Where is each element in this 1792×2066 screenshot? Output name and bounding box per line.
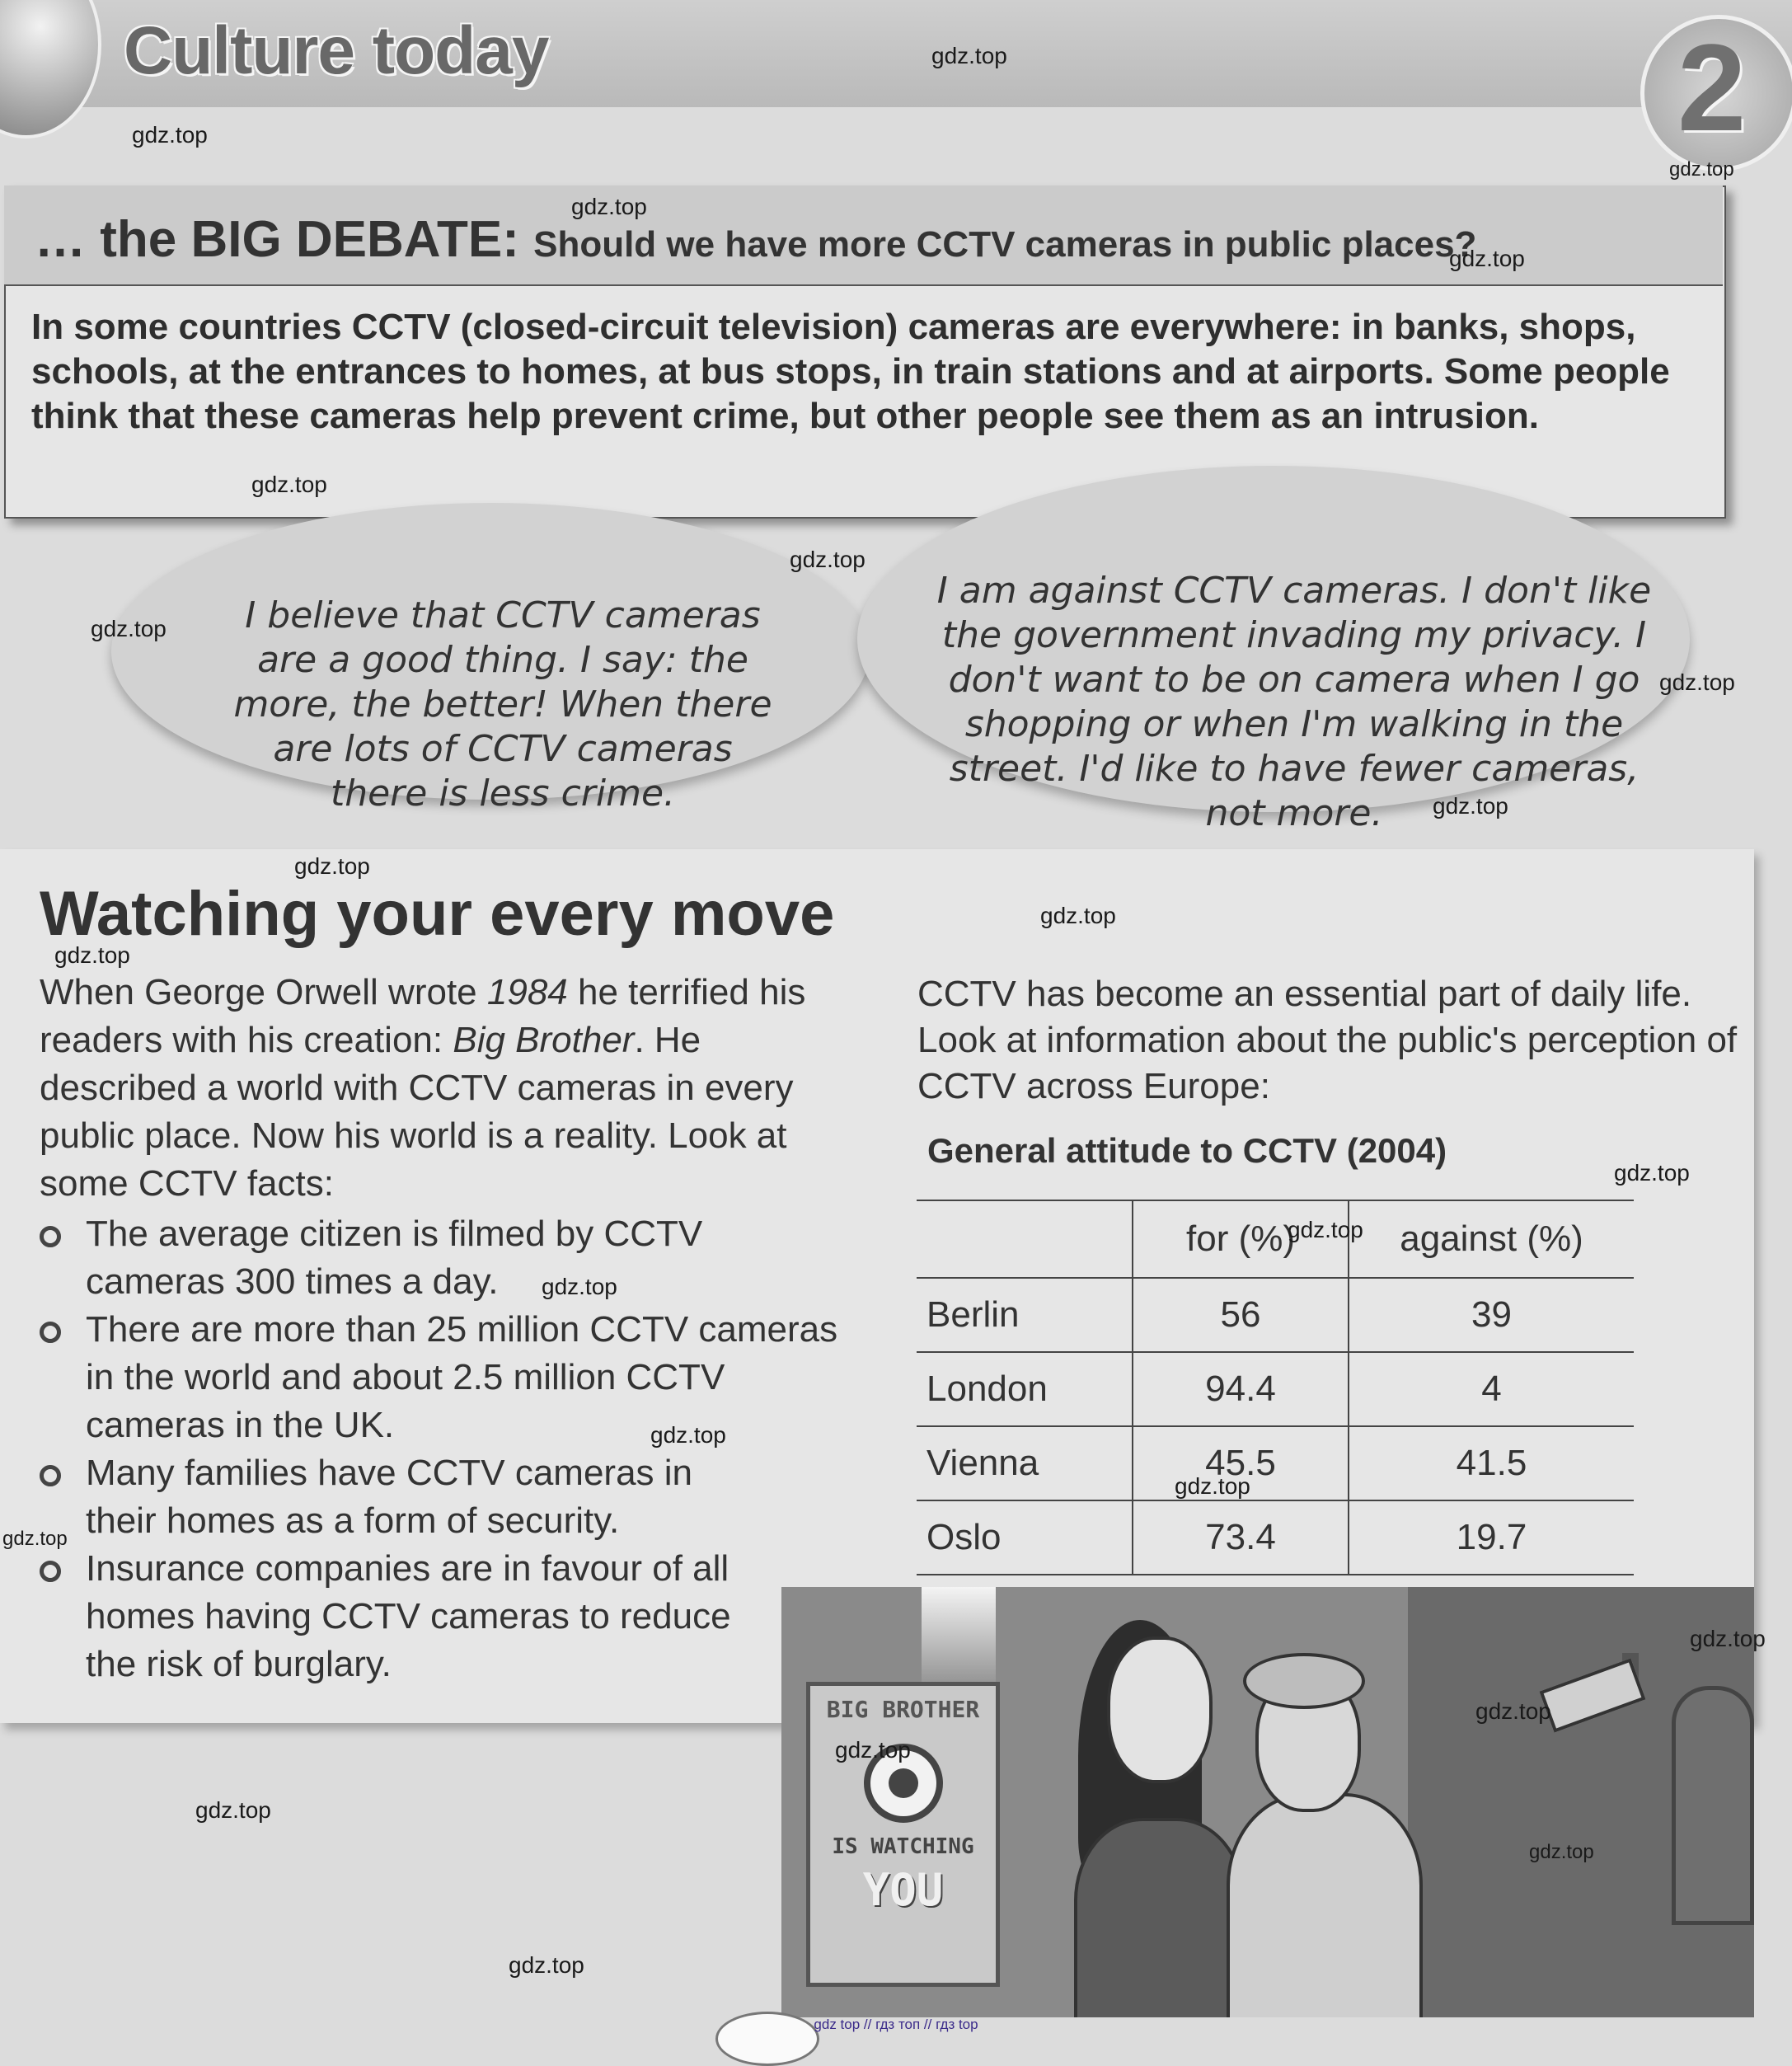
- watermark: gdz.top: [931, 43, 1007, 68]
- debate-intro: In some countries CCTV (closed-circuit television) cameras are everywhere: in banks, shops, schools, at the entrances to homes, at bus stops, in train stations and at airports. Some people think that these cameras help prevent crime, but other people see them as an intrusion.: [31, 307, 1670, 436]
- watermark: gdz.top: [294, 853, 370, 879]
- table-header-city: [917, 1200, 1133, 1278]
- watermark: gdz.top: [509, 1952, 584, 1978]
- article-title: Watching your every move: [40, 879, 835, 949]
- cell-for: 73.4: [1133, 1500, 1349, 1575]
- watermark: gdz.top: [1690, 1626, 1766, 1651]
- boy-hair: [1243, 1653, 1365, 1709]
- boy-figure: [1227, 1793, 1423, 2017]
- watermark: gdz.top: [1669, 158, 1734, 181]
- table-row: [917, 1278, 1634, 1352]
- quote-against: I am against CCTV cameras. I don't like the government invading my privacy. I don't want to be on camera when I go shopping or when I'm walking in the street. I'd like to have fewer cameras, not more.: [936, 570, 1652, 834]
- fact-text: The average citizen is filmed by CCTV cameras 300 times a day.: [86, 1214, 703, 1302]
- article-intro: [40, 969, 864, 1208]
- girl-face: [1107, 1636, 1213, 1783]
- intro-character: Big Brother: [453, 1020, 635, 1060]
- poster-top-text: BIG BROTHER: [826, 1696, 980, 1723]
- quote-for: I believe that CCTV cameras are a good thing. I say: the more, the better! When there are lots of CCTV cameras there is less crime.: [233, 594, 772, 815]
- watermark: gdz.top: [1040, 903, 1116, 928]
- watermark: gdz.top: [835, 1737, 911, 1763]
- table-row: [917, 1426, 1634, 1500]
- list-item: [40, 1449, 745, 1545]
- fact-text: Insurance companies are in favour of all homes having CCTV cameras to reduce the risk of burglary.: [86, 1548, 731, 1684]
- watermark: gdz.top: [1529, 1841, 1594, 1863]
- poster-bottom-text: YOU: [862, 1864, 944, 1916]
- list-item: [40, 1210, 795, 1306]
- list-item: [40, 1306, 861, 1449]
- watermark: gdz.top: [1175, 1473, 1250, 1499]
- illustration: [781, 1587, 1754, 2017]
- cell-against: 41.5: [1349, 1426, 1634, 1500]
- big-brother-poster: [806, 1682, 1000, 1987]
- watermark: gdz.top: [650, 1422, 726, 1448]
- cell-against: 19.7: [1349, 1500, 1634, 1575]
- cell-for: 56: [1133, 1278, 1349, 1352]
- girl-figure: [1074, 1818, 1245, 2017]
- arched-window: [1672, 1686, 1754, 1925]
- fact-text: There are more than 25 million CCTV cameras in the world and about 2.5 million CCTV cameras in the UK.: [86, 1309, 838, 1445]
- cell-city: Oslo: [917, 1500, 1133, 1575]
- watermark: gdz.top: [1614, 1160, 1690, 1186]
- watermark: gdz.top: [54, 942, 130, 968]
- table-header-against: against (%): [1349, 1200, 1634, 1278]
- bullet-icon: [40, 1561, 61, 1582]
- table-title: General attitude to CCTV (2004): [927, 1131, 1447, 1170]
- unit-number: 2: [1677, 18, 1747, 157]
- intro-book-title: 1984: [486, 972, 568, 1012]
- bullet-icon: [40, 1226, 61, 1247]
- intro-part-b: he terrified his readers with his creation:: [40, 972, 806, 1060]
- facts-list: [40, 1210, 838, 1688]
- table-header-for: for (%): [1133, 1200, 1349, 1278]
- watermark: gdz.top: [1288, 1217, 1363, 1242]
- intro-part-a: When George Orwell wrote: [40, 972, 487, 1012]
- cctv-attitude-table: [917, 1200, 1634, 1575]
- cell-city: Berlin: [917, 1278, 1133, 1352]
- globe-icon: [0, 0, 101, 139]
- watermark: gdz.top: [195, 1797, 271, 1823]
- watermark: gdz.top: [571, 194, 647, 219]
- debate-prefix: … the BIG DEBATE:: [35, 211, 519, 268]
- cell-against: 4: [1349, 1352, 1634, 1426]
- page-title: Culture today: [124, 13, 549, 88]
- debate-title: [35, 210, 1476, 269]
- cell-for: 94.4: [1133, 1352, 1349, 1426]
- bullet-icon: [40, 1465, 61, 1486]
- table-row: [917, 1352, 1634, 1426]
- watermark: gdz.top: [2, 1528, 68, 1550]
- fact-text: Many families have CCTV cameras in their homes as a form of security.: [86, 1453, 693, 1541]
- watermark: gdz.top: [790, 547, 866, 572]
- list-item: [40, 1545, 762, 1688]
- street-light: [922, 1587, 996, 1694]
- table-row: [917, 1500, 1634, 1575]
- intro-part-c: . He described a world with CCTV cameras in every public place. Now his world is a reality. Look at some CCTV facts:: [40, 1020, 794, 1204]
- cell-for: 45.5: [1133, 1426, 1349, 1500]
- footer-watermark: gdz top // гдз топ // гдз top: [814, 2017, 978, 2032]
- watermark: gdz.top: [91, 616, 167, 641]
- europe-intro: CCTV has become an essential part of daily life. Look at information about the public's perception of CCTV across Europe:: [917, 974, 1738, 1106]
- debate-question: Should we have more CCTV cameras in public places?: [533, 224, 1477, 265]
- watermark: gdz.top: [1449, 246, 1525, 271]
- watermark: gdz.top: [542, 1274, 617, 1299]
- poster-middle-text: IS WATCHING: [832, 1834, 974, 1859]
- watermark: gdz.top: [1475, 1698, 1551, 1724]
- watermark: gdz.top: [1433, 793, 1508, 819]
- table-header-row: [917, 1200, 1634, 1278]
- watermark: gdz.top: [1659, 669, 1735, 695]
- watermark: gdz.top: [132, 122, 208, 148]
- cell-city: Vienna: [917, 1426, 1133, 1500]
- bullet-icon: [40, 1322, 61, 1343]
- watermark: gdz.top: [251, 472, 327, 497]
- cell-city: London: [917, 1352, 1133, 1426]
- cell-against: 39: [1349, 1278, 1634, 1352]
